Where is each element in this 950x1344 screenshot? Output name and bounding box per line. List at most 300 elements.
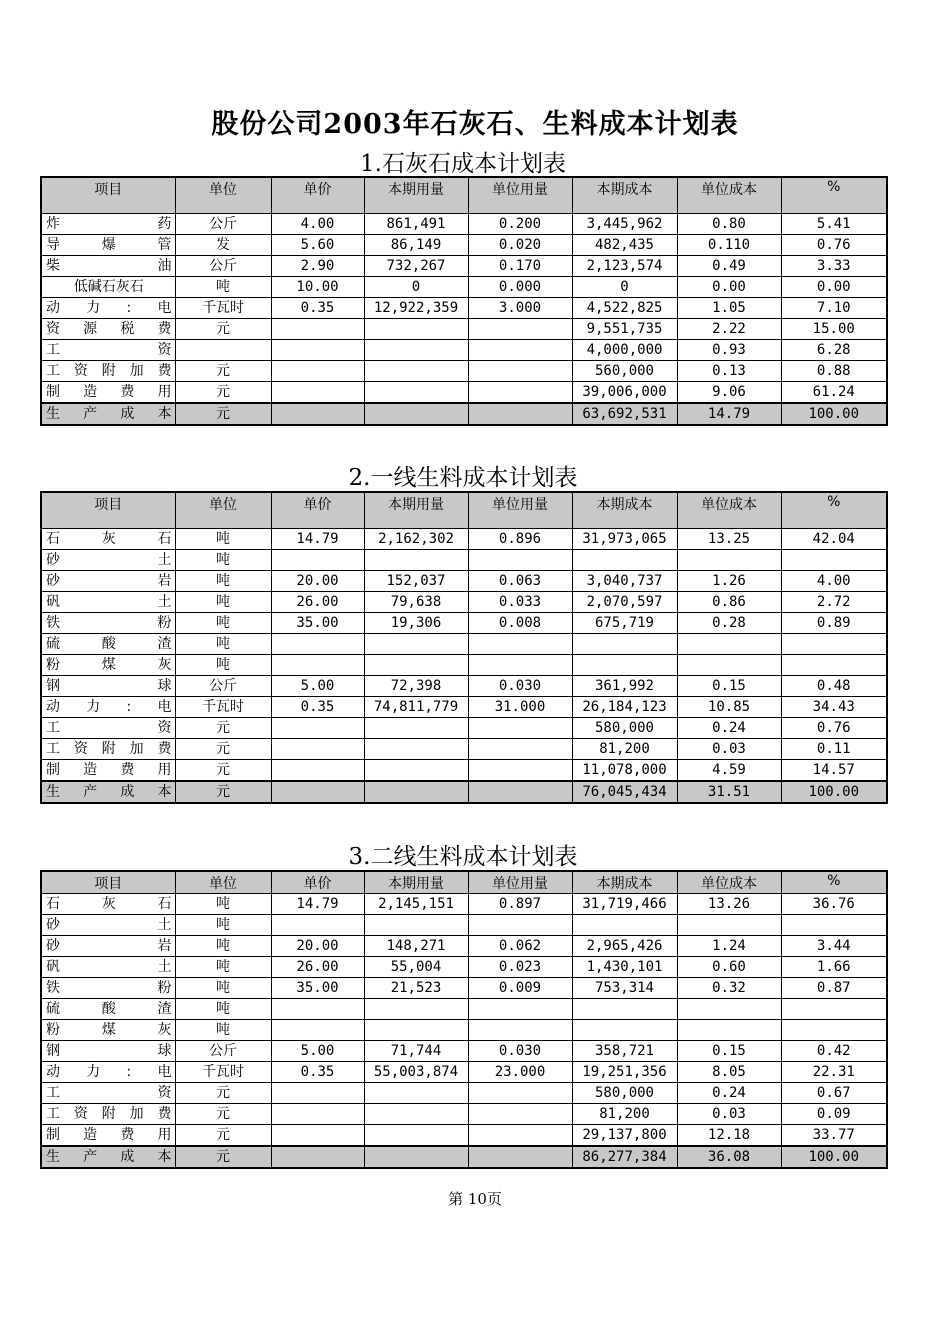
cell-qty: 2,162,302	[364, 528, 468, 549]
cell-unit-qty	[468, 717, 572, 738]
cell-cost	[572, 999, 677, 1020]
cell-unit: 吨	[175, 894, 271, 915]
cell-pct: 0.76	[781, 234, 887, 255]
cell-unit: 吨	[175, 978, 271, 999]
cell-price: 0.35	[271, 297, 364, 318]
row-item-name: 制造费用	[41, 381, 175, 403]
cell-qty	[364, 717, 468, 738]
cell-cost: 675,719	[572, 612, 677, 633]
cell-pct	[781, 915, 887, 936]
cell-cost	[572, 654, 677, 675]
row-item-name: 硫酸渣	[41, 633, 175, 654]
cell-unit-cost: 0.93	[677, 339, 781, 360]
cell-cost: 3,445,962	[572, 213, 677, 234]
cell-unit: 元	[175, 738, 271, 759]
cell-unit: 吨	[175, 936, 271, 957]
table-2-title: 2.一线生料成本计划表	[348, 465, 578, 491]
cell-pct: 0.00	[781, 276, 887, 297]
cell-unit-qty: 0.062	[468, 936, 572, 957]
cell-unit-qty: 0.063	[468, 570, 572, 591]
cell-cost: 29,137,800	[572, 1125, 677, 1147]
table-row	[41, 591, 887, 612]
cell-unit-qty: 0.008	[468, 612, 572, 633]
cell-unit: 吨	[175, 591, 271, 612]
cell-pct: 33.77	[781, 1125, 887, 1147]
cell-cost: 753,314	[572, 978, 677, 999]
cell-unit-qty	[468, 633, 572, 654]
cell-cost: 2,070,597	[572, 591, 677, 612]
row-item-name: 工资	[41, 1083, 175, 1104]
table-row	[41, 915, 887, 936]
column-header: 单位成本	[677, 492, 781, 528]
cell-unit-cost: 8.05	[677, 1062, 781, 1083]
cell-unit-qty: 0.033	[468, 591, 572, 612]
cell-unit-cost	[677, 654, 781, 675]
cell-unit: 元	[175, 360, 271, 381]
row-item-name: 动力:电	[41, 297, 175, 318]
cell-cost	[572, 915, 677, 936]
cell-qty	[364, 381, 468, 403]
cell-qty: 71,744	[364, 1041, 468, 1062]
page-title: 股份公司2003年石灰石、生料成本计划表	[211, 109, 739, 140]
total-label: 生产成本	[41, 1146, 175, 1168]
cell-price	[271, 318, 364, 339]
column-header: %	[781, 177, 887, 213]
column-header: 本期用量	[364, 177, 468, 213]
cell-price	[271, 717, 364, 738]
row-item-name: 工资附加费	[41, 360, 175, 381]
cell-unit-qty	[468, 1020, 572, 1041]
cell-unit: 元	[175, 759, 271, 781]
cell-qty	[364, 999, 468, 1020]
cell-unit-cost	[677, 999, 781, 1020]
cell-pct: 3.33	[781, 255, 887, 276]
cell-qty	[364, 318, 468, 339]
total-unit: 元	[175, 781, 271, 803]
cell-unit-qty: 0.030	[468, 675, 572, 696]
cell-qty: 72,398	[364, 675, 468, 696]
cell-cost: 580,000	[572, 717, 677, 738]
cell-unit-cost: 1.05	[677, 297, 781, 318]
cell-cost	[572, 549, 677, 570]
cell-qty: 79,638	[364, 591, 468, 612]
cell-unit-qty	[468, 339, 572, 360]
cell-unit-cost: 2.22	[677, 318, 781, 339]
table-row	[41, 381, 887, 403]
cell-unit-qty: 0.200	[468, 213, 572, 234]
cell-pct: 0.87	[781, 978, 887, 999]
row-item-name: 铁粉	[41, 978, 175, 999]
cell-unit-cost: 0.80	[677, 213, 781, 234]
total-row	[41, 1146, 887, 1168]
cell-pct: 0.42	[781, 1041, 887, 1062]
total-qty	[364, 403, 468, 425]
cell-qty: 55,003,874	[364, 1062, 468, 1083]
table-1-title: 1.石灰石成本计划表	[360, 151, 566, 177]
cell-unit-cost: 0.03	[677, 738, 781, 759]
column-header: 单价	[271, 871, 364, 894]
cell-pct: 1.66	[781, 957, 887, 978]
cell-price: 5.60	[271, 234, 364, 255]
cell-unit: 吨	[175, 1020, 271, 1041]
row-item-name: 导爆管	[41, 234, 175, 255]
row-item-name: 砂岩	[41, 570, 175, 591]
table-row	[41, 528, 887, 549]
cell-pct: 4.00	[781, 570, 887, 591]
cell-price	[271, 1020, 364, 1041]
cell-unit-qty: 23.000	[468, 1062, 572, 1083]
table-3-title: 3.二线生料成本计划表	[348, 844, 578, 870]
cell-unit-cost	[677, 1020, 781, 1041]
cell-pct: 0.76	[781, 717, 887, 738]
table-row	[41, 1041, 887, 1062]
row-item-name: 资源税费	[41, 318, 175, 339]
total-pct: 100.00	[781, 781, 887, 803]
row-item-name: 钢球	[41, 675, 175, 696]
row-item-name: 柴油	[41, 255, 175, 276]
cell-price: 14.79	[271, 528, 364, 549]
cell-unit-qty	[468, 654, 572, 675]
cell-price: 2.90	[271, 255, 364, 276]
column-header: 项目	[41, 177, 175, 213]
cell-qty	[364, 549, 468, 570]
cell-price	[271, 1104, 364, 1125]
cell-price	[271, 759, 364, 781]
line1-raw-meal-cost-table	[40, 491, 888, 804]
cell-unit: 吨	[175, 654, 271, 675]
table-row	[41, 318, 887, 339]
cell-unit: 公斤	[175, 213, 271, 234]
cell-cost	[572, 1020, 677, 1041]
cell-qty	[364, 1125, 468, 1147]
total-unit: 元	[175, 403, 271, 425]
cell-qty: 148,271	[364, 936, 468, 957]
cell-unit: 吨	[175, 957, 271, 978]
cell-unit-qty	[468, 318, 572, 339]
column-header: 单位	[175, 177, 271, 213]
cell-unit: 元	[175, 1125, 271, 1147]
total-cost: 86,277,384	[572, 1146, 677, 1168]
cell-unit: 吨	[175, 570, 271, 591]
cell-qty	[364, 738, 468, 759]
table-row	[41, 213, 887, 234]
row-item-name: 石灰石	[41, 894, 175, 915]
cell-pct: 34.43	[781, 696, 887, 717]
cell-unit	[175, 339, 271, 360]
cell-cost: 580,000	[572, 1083, 677, 1104]
cell-unit-qty: 0.000	[468, 276, 572, 297]
table-row	[41, 360, 887, 381]
cell-price: 5.00	[271, 1041, 364, 1062]
column-header: 单位成本	[677, 871, 781, 894]
cell-unit-qty	[468, 1104, 572, 1125]
table-row	[41, 612, 887, 633]
table-row	[41, 570, 887, 591]
cell-cost: 3,040,737	[572, 570, 677, 591]
cell-price: 4.00	[271, 213, 364, 234]
cell-pct: 5.41	[781, 213, 887, 234]
cell-pct: 61.24	[781, 381, 887, 403]
total-row	[41, 781, 887, 803]
cell-qty	[364, 339, 468, 360]
table-row	[41, 1125, 887, 1147]
cell-unit-qty	[468, 1125, 572, 1147]
cell-price	[271, 381, 364, 403]
cell-unit-cost: 0.15	[677, 675, 781, 696]
total-unit-cost: 31.51	[677, 781, 781, 803]
total-price	[271, 1146, 364, 1168]
row-item-name: 工资附加费	[41, 738, 175, 759]
cell-unit: 吨	[175, 528, 271, 549]
row-item-name: 工资	[41, 717, 175, 738]
column-header: 单位	[175, 492, 271, 528]
row-item-name: 硫酸渣	[41, 999, 175, 1020]
cell-pct: 0.09	[781, 1104, 887, 1125]
cell-price: 0.35	[271, 696, 364, 717]
cell-unit: 元	[175, 318, 271, 339]
cell-unit-cost: 0.24	[677, 1083, 781, 1104]
cell-price: 5.00	[271, 675, 364, 696]
total-cost: 63,692,531	[572, 403, 677, 425]
cell-qty: 861,491	[364, 213, 468, 234]
cell-unit-qty	[468, 915, 572, 936]
row-item-name: 砂土	[41, 915, 175, 936]
cell-unit-qty: 0.896	[468, 528, 572, 549]
limestone-cost-table	[40, 176, 888, 426]
table-row	[41, 957, 887, 978]
column-header: 单位用量	[468, 177, 572, 213]
cell-unit-cost: 4.59	[677, 759, 781, 781]
cell-price: 0.35	[271, 1062, 364, 1083]
table-row	[41, 717, 887, 738]
total-unit-cost: 36.08	[677, 1146, 781, 1168]
cell-unit-cost	[677, 633, 781, 654]
column-header: 本期用量	[364, 871, 468, 894]
cell-price	[271, 915, 364, 936]
cell-unit-cost: 0.03	[677, 1104, 781, 1125]
table-row	[41, 255, 887, 276]
table-row	[41, 759, 887, 781]
cell-qty	[364, 915, 468, 936]
cell-unit-qty: 0.170	[468, 255, 572, 276]
cell-unit-qty	[468, 738, 572, 759]
cell-unit-cost: 12.18	[677, 1125, 781, 1147]
row-item-name: 工资	[41, 339, 175, 360]
cell-unit-cost: 0.28	[677, 612, 781, 633]
cell-pct	[781, 654, 887, 675]
total-price	[271, 403, 364, 425]
row-item-name: 粉煤灰	[41, 1020, 175, 1041]
column-header: 单位用量	[468, 492, 572, 528]
row-item-name: 动力:电	[41, 696, 175, 717]
cell-qty	[364, 1104, 468, 1125]
cell-unit-qty: 0.023	[468, 957, 572, 978]
table-row	[41, 549, 887, 570]
cell-price	[271, 738, 364, 759]
row-item-name: 钢球	[41, 1041, 175, 1062]
column-header: 单价	[271, 492, 364, 528]
row-item-name: 矾土	[41, 591, 175, 612]
total-qty	[364, 781, 468, 803]
table-header-row	[41, 177, 887, 213]
cell-unit-cost: 0.86	[677, 591, 781, 612]
cell-unit: 公斤	[175, 675, 271, 696]
cell-unit: 吨	[175, 999, 271, 1020]
column-header: %	[781, 492, 887, 528]
cell-unit: 千瓦时	[175, 696, 271, 717]
table-row	[41, 234, 887, 255]
cell-price: 26.00	[271, 957, 364, 978]
total-unit-qty	[468, 781, 572, 803]
cell-price	[271, 633, 364, 654]
cell-unit-qty: 0.897	[468, 894, 572, 915]
row-item-name: 石灰石	[41, 528, 175, 549]
table-row	[41, 999, 887, 1020]
total-unit-qty	[468, 1146, 572, 1168]
cell-unit: 公斤	[175, 255, 271, 276]
cell-unit-cost: 13.26	[677, 894, 781, 915]
cell-price	[271, 1083, 364, 1104]
line2-raw-meal-cost-table	[40, 870, 888, 1169]
cell-unit-cost: 0.32	[677, 978, 781, 999]
cell-cost	[572, 633, 677, 654]
cell-price: 20.00	[271, 570, 364, 591]
page-number: 第 10页	[448, 1190, 502, 1208]
total-pct: 100.00	[781, 1146, 887, 1168]
table-row	[41, 978, 887, 999]
cell-pct: 3.44	[781, 936, 887, 957]
cell-unit-cost: 0.60	[677, 957, 781, 978]
cell-unit-cost: 0.49	[677, 255, 781, 276]
cell-unit: 发	[175, 234, 271, 255]
cell-qty: 0	[364, 276, 468, 297]
row-item-name: 砂土	[41, 549, 175, 570]
row-item-name: 矾土	[41, 957, 175, 978]
column-header: 本期用量	[364, 492, 468, 528]
cell-pct: 14.57	[781, 759, 887, 781]
cell-qty	[364, 360, 468, 381]
table-row	[41, 894, 887, 915]
table-row	[41, 1020, 887, 1041]
cell-qty: 152,037	[364, 570, 468, 591]
cell-unit: 元	[175, 1104, 271, 1125]
total-cost: 76,045,434	[572, 781, 677, 803]
cell-cost: 11,078,000	[572, 759, 677, 781]
cell-unit-cost: 9.06	[677, 381, 781, 403]
cell-unit-qty: 0.020	[468, 234, 572, 255]
cell-qty: 19,306	[364, 612, 468, 633]
cell-unit: 吨	[175, 276, 271, 297]
cell-price	[271, 360, 364, 381]
total-pct: 100.00	[781, 403, 887, 425]
cell-unit: 公斤	[175, 1041, 271, 1062]
total-label: 生产成本	[41, 781, 175, 803]
cell-cost: 81,200	[572, 738, 677, 759]
cell-unit-qty	[468, 381, 572, 403]
row-item-name: 铁粉	[41, 612, 175, 633]
cell-price	[271, 999, 364, 1020]
cell-unit-qty	[468, 999, 572, 1020]
column-header: %	[781, 871, 887, 894]
cell-qty: 74,811,779	[364, 696, 468, 717]
column-header: 单价	[271, 177, 364, 213]
cell-price	[271, 1125, 364, 1147]
column-header: 本期成本	[572, 871, 677, 894]
cell-unit-cost: 1.26	[677, 570, 781, 591]
table-row	[41, 1062, 887, 1083]
row-item-name: 工资附加费	[41, 1104, 175, 1125]
total-unit-cost: 14.79	[677, 403, 781, 425]
row-item-name: 砂岩	[41, 936, 175, 957]
cell-cost: 358,721	[572, 1041, 677, 1062]
cell-unit: 吨	[175, 915, 271, 936]
cell-cost: 560,000	[572, 360, 677, 381]
column-header: 单位用量	[468, 871, 572, 894]
cell-pct: 15.00	[781, 318, 887, 339]
table-row	[41, 738, 887, 759]
cell-unit-qty: 0.009	[468, 978, 572, 999]
table-row	[41, 654, 887, 675]
cell-qty: 732,267	[364, 255, 468, 276]
table-row	[41, 936, 887, 957]
cell-cost: 1,430,101	[572, 957, 677, 978]
cell-unit-cost	[677, 549, 781, 570]
cell-unit-cost: 0.15	[677, 1041, 781, 1062]
cell-qty: 2,145,151	[364, 894, 468, 915]
table-row	[41, 1083, 887, 1104]
column-header: 单位	[175, 871, 271, 894]
table-row	[41, 297, 887, 318]
row-item-name: 制造费用	[41, 1125, 175, 1147]
table-row	[41, 675, 887, 696]
total-qty	[364, 1146, 468, 1168]
cell-cost: 19,251,356	[572, 1062, 677, 1083]
cell-unit: 元	[175, 1083, 271, 1104]
table-header-row	[41, 871, 887, 894]
cell-pct: 7.10	[781, 297, 887, 318]
total-price	[271, 781, 364, 803]
cell-price	[271, 654, 364, 675]
cell-unit-cost: 13.25	[677, 528, 781, 549]
cell-unit-qty: 31.000	[468, 696, 572, 717]
cell-unit-qty	[468, 549, 572, 570]
cell-pct	[781, 549, 887, 570]
cell-pct: 36.76	[781, 894, 887, 915]
cell-price: 10.00	[271, 276, 364, 297]
cell-pct	[781, 999, 887, 1020]
cell-unit: 元	[175, 381, 271, 403]
cell-qty	[364, 1020, 468, 1041]
cell-unit-cost: 1.24	[677, 936, 781, 957]
cell-pct: 0.11	[781, 738, 887, 759]
column-header: 项目	[41, 871, 175, 894]
total-unit-qty	[468, 403, 572, 425]
cell-unit-cost: 0.24	[677, 717, 781, 738]
cell-unit-cost: 0.00	[677, 276, 781, 297]
total-unit: 元	[175, 1146, 271, 1168]
cell-cost: 482,435	[572, 234, 677, 255]
row-item-name: 动力:电	[41, 1062, 175, 1083]
cell-cost: 361,992	[572, 675, 677, 696]
cell-cost: 2,123,574	[572, 255, 677, 276]
table-header-row	[41, 492, 887, 528]
cell-price	[271, 549, 364, 570]
column-header: 单位成本	[677, 177, 781, 213]
cell-pct: 2.72	[781, 591, 887, 612]
cell-cost: 39,006,000	[572, 381, 677, 403]
cell-qty: 12,922,359	[364, 297, 468, 318]
cell-price: 14.79	[271, 894, 364, 915]
